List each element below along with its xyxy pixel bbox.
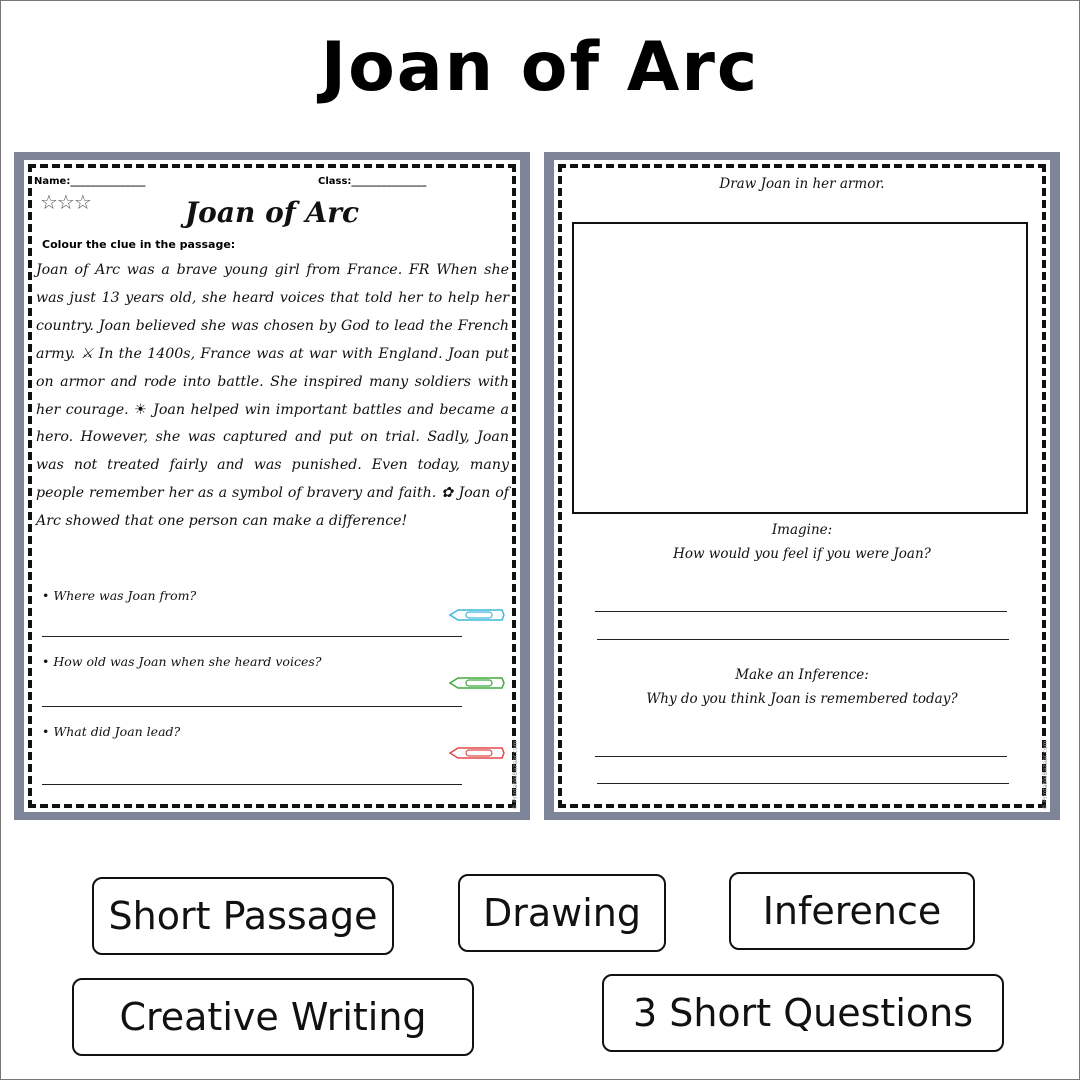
worksheet-heading: Joan of Arc (184, 196, 360, 229)
tag-drawing: Drawing (458, 874, 666, 952)
answer-line (42, 636, 462, 637)
watermark: © PrintableBazaar.com (1042, 740, 1049, 810)
answer-line (597, 783, 1009, 784)
name-field-label: Name:_______________ (34, 176, 146, 187)
draw-prompt: Draw Joan in her armor. (719, 176, 885, 192)
inference-heading: Make an Inference: (735, 667, 869, 683)
page-title: Joan of Arc (320, 28, 760, 107)
rating-stars-icon: ☆☆☆ (40, 190, 91, 214)
watermark: © PrintableBazaar.com (512, 740, 519, 810)
worksheet-paper (24, 160, 520, 812)
tag-3-short-questions: 3 Short Questions (602, 974, 1004, 1052)
answer-line (595, 611, 1007, 612)
crayon-icon (448, 608, 506, 622)
worksheet-passage-preview (14, 152, 530, 820)
question-3: • What did Joan lead? (42, 724, 181, 739)
inference-question: Why do you think Joan is remembered today? (646, 691, 958, 707)
crayon-icon (448, 676, 506, 690)
tag-inference: Inference (729, 872, 975, 950)
tag-creative-writing: Creative Writing (72, 978, 474, 1056)
answer-line (595, 756, 1007, 757)
question-1: • Where was Joan from? (42, 588, 197, 603)
tag-short-passage: Short Passage (92, 877, 394, 955)
question-2: • How old was Joan when she heard voices? (42, 654, 322, 669)
drawing-box (572, 222, 1028, 514)
crayon-icon (448, 746, 506, 760)
answer-line (42, 706, 462, 707)
class-field-label: Class:_______________ (318, 176, 427, 187)
answer-line (597, 639, 1009, 640)
worksheet-paper (554, 160, 1050, 812)
instruction-text: Colour the clue in the passage: (42, 238, 236, 251)
imagine-heading: Imagine: (771, 522, 833, 538)
answer-line (42, 784, 462, 785)
reading-passage: Joan of Arc was a brave young girl from France. FR When she was just 13 years old, she heard voices that told her to help her country. Joan believed she was chosen by God to lead the French army. ⚔ In the 1400s, France was at war with England. Joan put on armor and rode into battle. She inspired many soldiers with her courage. ☀ Joan helped win important battles and became a hero. However, she was captured and put on trial. Sadly, Joan was not treated fairly and was punished. Even today, many people remember her as a symbol of bravery and faith. ✿ Joan of Arc showed that one person can make a difference! (36, 262, 509, 530)
worksheet-drawing-preview (544, 152, 1060, 820)
imagine-question: How would you feel if you were Joan? (673, 546, 931, 562)
